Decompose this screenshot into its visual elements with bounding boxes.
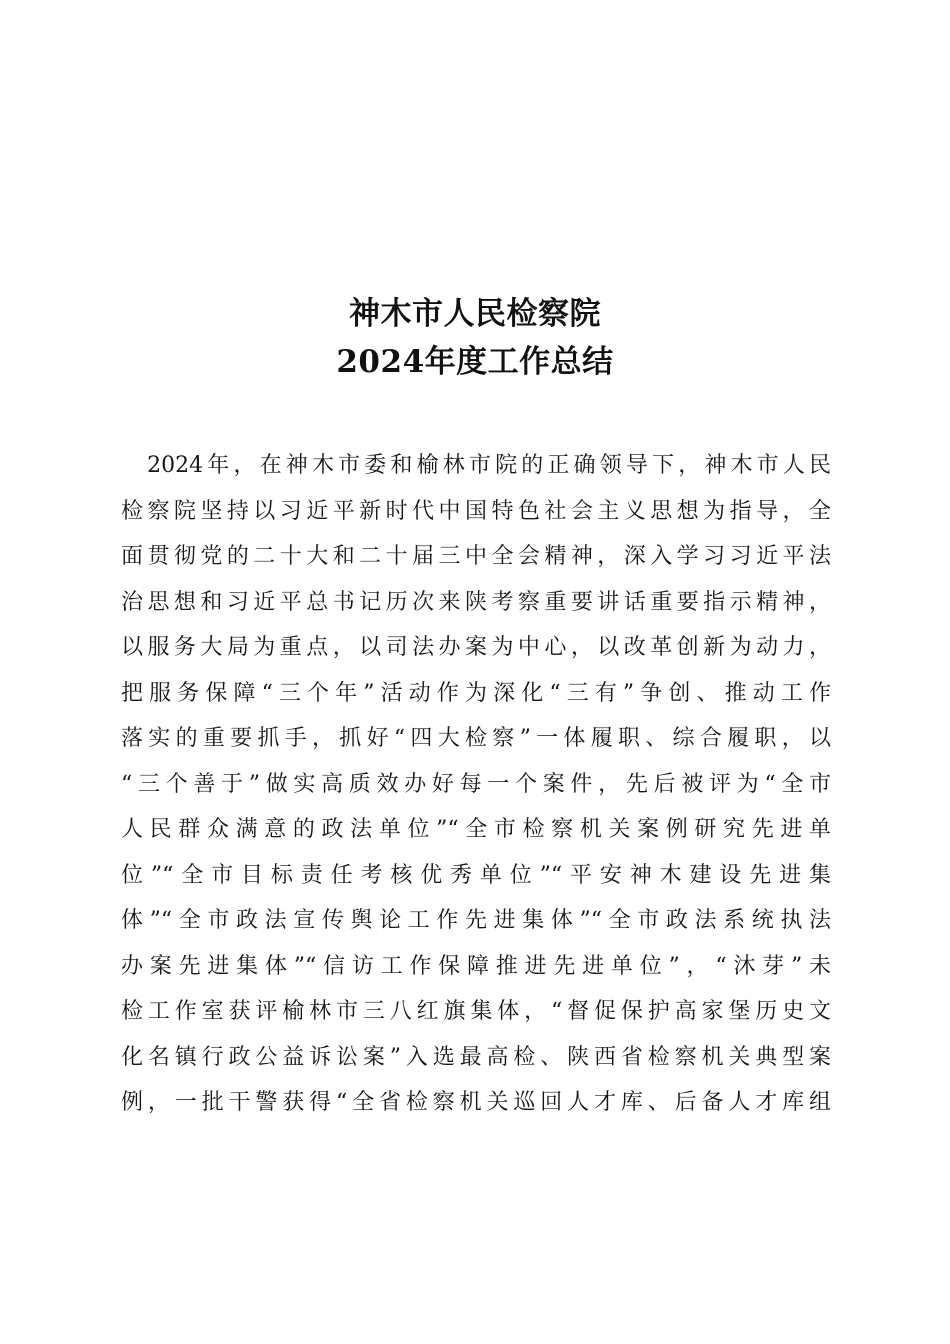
paragraph-line: 面贯彻党的二十大和二十届三中全会精神，深入学习习近平法: [121, 544, 831, 569]
paragraph-line: 治思想和习近平总书记历次来陕考察重要讲话重要指示精神，: [121, 589, 831, 615]
title-organization: 神木市人民检察院: [349, 296, 601, 332]
paragraph-line: 2024年，在神木市委和榆林市院的正确领导下，神木市人民: [121, 453, 831, 478]
paragraph-line: “三个善于”做实高质效办好每一个案件，先后被评为“全市: [121, 771, 831, 797]
body-paragraph: [121, 443, 831, 1126]
paragraph-line: 检工作室获评榆林市三八红旗集体，“督促保护高家堡历史文: [121, 999, 831, 1024]
paragraph-line: 人民群众满意的政法单位”“全市检察机关案例研究先进单: [121, 817, 831, 842]
paragraph-line: 位”“全市目标责任考核优秀单位”“平安神木建设先进集: [121, 862, 831, 888]
paragraph-line: 检察院坚持以习近平新时代中国特色社会主义思想为指导，全: [121, 498, 831, 524]
paragraph-line: 把服务保障“三个年”活动作为深化“三有”争创、推动工作: [121, 680, 831, 706]
title-report-name: 2024年度工作总结: [336, 344, 614, 380]
paragraph-line: 化名镇行政公益诉讼案”入选最高检、陕西省检察机关典型案: [121, 1044, 831, 1070]
document-title: [0, 290, 950, 386]
paragraph-line: 办案先进集体”“信访工作保障推进先进单位”，“沐芽”未: [121, 953, 831, 979]
paragraph-line: 例，一批干警获得“全省检察机关巡回人才库、后备人才库组: [121, 1090, 831, 1115]
paragraph-line: 落实的重要抓手，抓好“四大检察”一体履职、综合履职，以: [121, 726, 831, 751]
paragraph-line: 体”“全市政法宣传舆论工作先进集体”“全市政法系统执法: [121, 908, 831, 933]
paragraph-line: 以服务大局为重点，以司法办案为中心，以改革创新为动力，: [121, 635, 831, 660]
